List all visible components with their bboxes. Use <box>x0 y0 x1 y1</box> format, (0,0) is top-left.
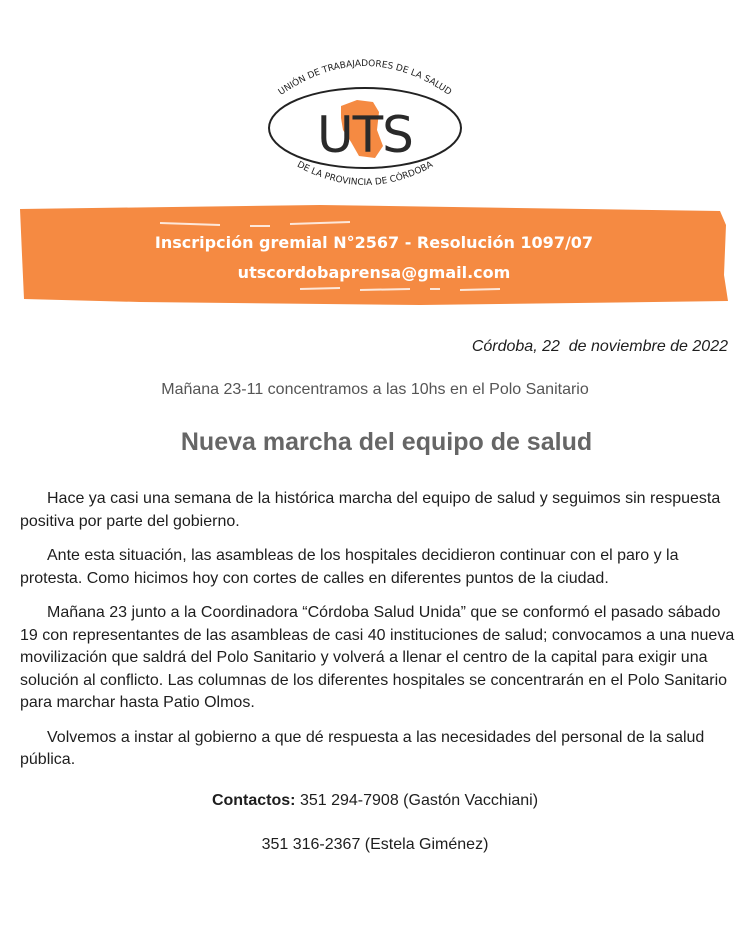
uts-logo <box>255 42 475 202</box>
email-text: utscordobaprensa@gmail.com <box>237 263 511 282</box>
contact-2: 351 316-2367 (Estela Giménez) <box>261 836 489 853</box>
document-title: Nueva marcha del equipo de salud <box>180 428 593 456</box>
contact-1: 351 294-7908 (Gastón Vacchiani) <box>299 792 539 809</box>
logo-arc-top: UNIÓN DE TRABAJADORES DE LA SALUD <box>276 58 454 98</box>
registration-text: Inscripción gremial N°2567 - Resolución 1097/07 <box>154 233 594 252</box>
subtitle: Mañana 23-11 concentramos a las 10hs en el Polo Sanitario <box>161 381 589 398</box>
contact-line-1 <box>0 792 750 810</box>
logo-arc-bottom: DE LA PROVINCIA DE CÓRDOBA <box>295 159 435 189</box>
logo-letters: UTS <box>317 106 413 164</box>
paragraph: Hace ya casi una semana de la histórica marcha del equipo de salud y seguimos sin respuesta positiva por parte del gobierno. <box>20 490 721 530</box>
paragraph: Volvemos a instar al gobierno a que dé respuesta a las necesidades del personal de la salud pública. <box>20 728 705 768</box>
header-banner <box>20 205 728 305</box>
document-date: Córdoba, 22 de noviembre de 2022 <box>471 338 728 355</box>
document-body <box>20 488 735 784</box>
paragraph: Mañana 23 junto a la Coordinadora “Córdoba Salud Unida” que se conformó el pasado sábado 19 con representantes de las asambleas de casi 40 instituciones de salud; convocamos a una nueva movilización que saldrá del Polo Sanitario y volverá a llenar el centro de la capital para exigir una solución al conflicto. Las columnas de los diferentes hospitales se concentrarán en el Polo Sanitario para marchar hasta Patio Olmos. <box>20 604 735 711</box>
contacts-label: Contactos: <box>211 792 296 809</box>
svg-text:UNIÓN DE TRABAJADORES DE LA SA <box>277 59 453 98</box>
paragraph: Ante esta situación, las asambleas de los hospitales decidieron continuar con el paro y la protesta. Como hicimos hoy con cortes de calles en diferentes puntos de la ciudad. <box>20 547 679 587</box>
brush-stroke-background <box>20 205 728 305</box>
